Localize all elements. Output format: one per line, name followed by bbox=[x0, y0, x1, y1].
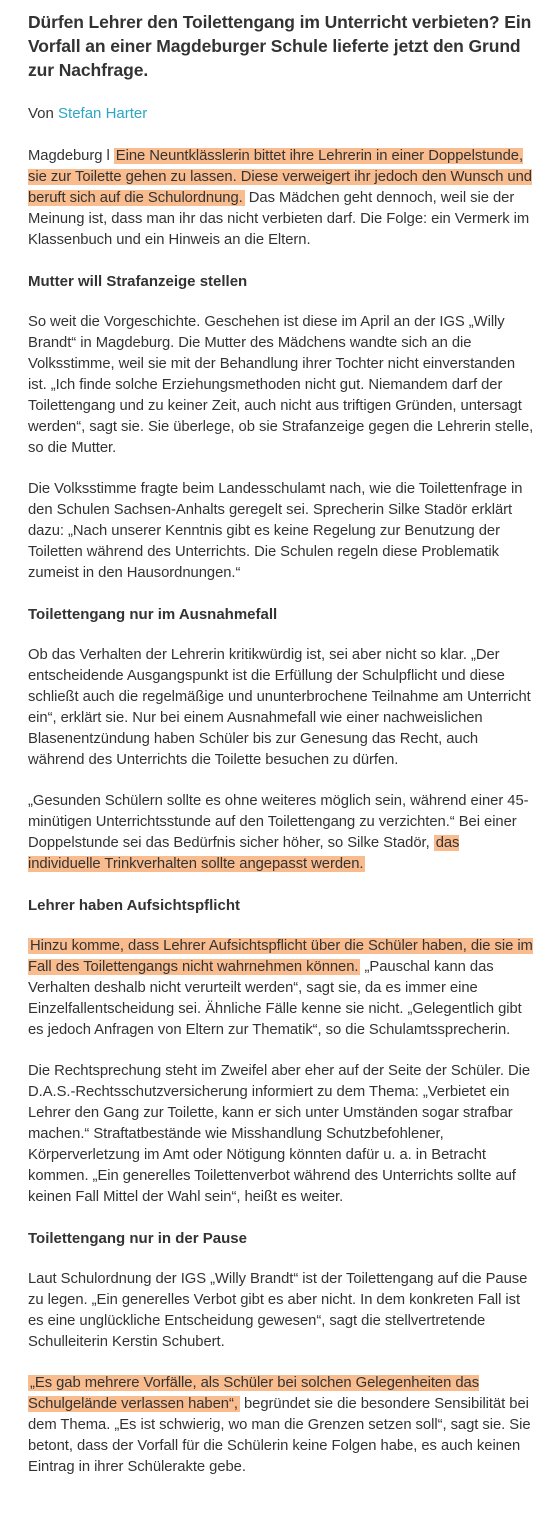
highlight-4: „Es gab mehrere Vorfälle, als Schüler bei solchen Gelegenheiten das Schulgelände verlassen haben“, bbox=[28, 1375, 480, 1412]
byline bbox=[28, 104, 534, 124]
subheading-pause: Toilettengang nur in der Pause bbox=[28, 1230, 247, 1247]
paragraph-text: „Gesunden Schülern sollte es ohne weiteres möglich sein, während einer 45-minütigen Unterrichtsstunde auf den Toilettengang zu verzichten.“ Bei einer Doppelstunde sei das Bedürfnis sicher höher, so Silke Stadör, bbox=[28, 793, 529, 851]
paragraph bbox=[28, 936, 534, 1041]
paragraph bbox=[28, 791, 534, 875]
paragraph: Ob das Verhalten der Lehrerin kritikwürdig ist, sei aber nicht so klar. „Der entscheidende Ausgangspunkt ist die Erfüllung der Schulpflicht und diese schließt auch die regelmäßige und ununterbrochene Teilnahme am Unterricht ein“, erklärt sie. Nur bei einem Ausnahmefall wie einer nachweislichen Blasenentzündung haben Schüler bis zur Genesung das Recht, auch während des Unterrichts die Toilette besuchen zu dürfen. bbox=[28, 647, 531, 768]
highlight-3: Hinzu komme, dass Lehrer Aufsichtspflicht über die Schüler haben, die sie im Fall des Toilettengangs nicht wahrnehmen können. bbox=[28, 938, 533, 975]
dateline: Magdeburg l bbox=[28, 148, 114, 164]
paragraph-intro bbox=[28, 146, 534, 251]
subheading-ausnahmefall: Toilettengang nur im Ausnahmefall bbox=[28, 606, 278, 623]
author-link[interactable]: Stefan Harter bbox=[58, 105, 148, 122]
subheading-aufsichtspflicht: Lehrer haben Aufsichtspflicht bbox=[28, 897, 240, 914]
paragraph: Die Rechtsprechung steht im Zweifel aber eher auf der Seite der Schüler. Die D.A.S.-Rechtsschutzversicherung informiert zu dem Thema: „Verbietet ein Lehrer den Gang zur Toilette, kann er sich unter Umständen sogar strafbar machen.“ Straftatbestände wie Misshandlung Schutzbefohlener, Körperverletzung im Amt oder Nötigung könnten dafür u. a. in Betracht kommen. „Ein generelles Toilettenverbot während des Unterrichts sollte auf keinen Fall Mittel der Wahl sein“, heißt es weiter. bbox=[28, 1063, 531, 1205]
highlight-2: das individuelle Trinkverhalten sollte angepasst werden. bbox=[28, 835, 460, 872]
paragraph: So weit die Vorgeschichte. Geschehen ist diese im April an der IGS „Willy Brandt“ in Magdeburg. Die Mutter des Mädchens wandte sich an die Volksstimme, weil sie mit der Behandlung ihrer Tochter nicht einverstanden ist. „Ich finde solche Erziehungsmethoden nicht gut. Niemandem darf der Toilettengang und zu keiner Zeit, auch nicht aus triftigen Gründen, untersagt werden“, sagt sie. Sie überlege, ob sie Strafanzeige gegen die Lehrerin stelle, so die Mutter. bbox=[28, 314, 534, 456]
highlight-1: Eine Neuntklässlerin bittet ihre Lehrerin in einer Doppelstunde, sie zur Toilette gehen zu lassen. Diese verweigert ihr jedoch den Wunsch und beruft sich auf die Schulordnung. bbox=[28, 148, 532, 206]
paragraph: Die Volksstimme fragte beim Landesschulamt nach, wie die Toilettenfrage in den Schulen Sachsen-Anhalts geregelt sei. Sprecherin Silke Stadör erklärt dazu: „Nach unserer Kenntnis gibt es keine Regelung zur Benutzung der Toiletten während des Unterrichts. Die Schulen regeln diese Problematik zumeist in den Hausordnungen.“ bbox=[28, 481, 523, 581]
subheading-strafanzeige: Mutter will Strafanzeige stellen bbox=[28, 273, 248, 290]
paragraph bbox=[28, 1373, 534, 1478]
paragraph-text: begründet sie die besondere Sensibilität bei dem Thema. „Es ist schwierig, wo man die Grenzen setzen soll“, sagt sie. Sie betont, dass der Vorfall für die Schülerin keine Folgen habe, es auch keinen Eintrag in ihrer Schülerakte gebe. bbox=[28, 1396, 531, 1475]
byline-prefix: Von bbox=[28, 105, 59, 122]
paragraph: Laut Schulordnung der IGS „Willy Brandt“ ist der Toilettengang auf die Pause zu legen. „Ein generelles Verbot gibt es aber nicht. In dem konkreten Fall ist es eine unglückliche Entscheidung gewesen“, sagt die stellvertretende Schulleiterin Kerstin Schubert. bbox=[28, 1271, 528, 1350]
article-headline: Dürfen Lehrer den Toilettengang im Unterricht verbieten? Ein Vorfall an einer Magdeburger Schule lieferte jetzt den Grund zur Nachfrage. bbox=[28, 12, 532, 80]
paragraph-text: Das Mädchen geht dennoch, weil sie der Meinung ist, dass man ihr das nicht verbieten darf. Die Folge: ein Vermerk im Klassenbuch und ein Hinweis an die Eltern. bbox=[28, 190, 530, 248]
paragraph-text: „Pauschal kann das Verhalten deshalb nicht verurteilt werden“, sagt sie, da es immer eine Einzelfallentscheidung sei. Ähnliche Fälle kenne sie nicht. „Gelegentlich gibt es jedoch Anfragen von Eltern zur Thematik“, so die Schulamtssprecherin. bbox=[28, 959, 522, 1038]
